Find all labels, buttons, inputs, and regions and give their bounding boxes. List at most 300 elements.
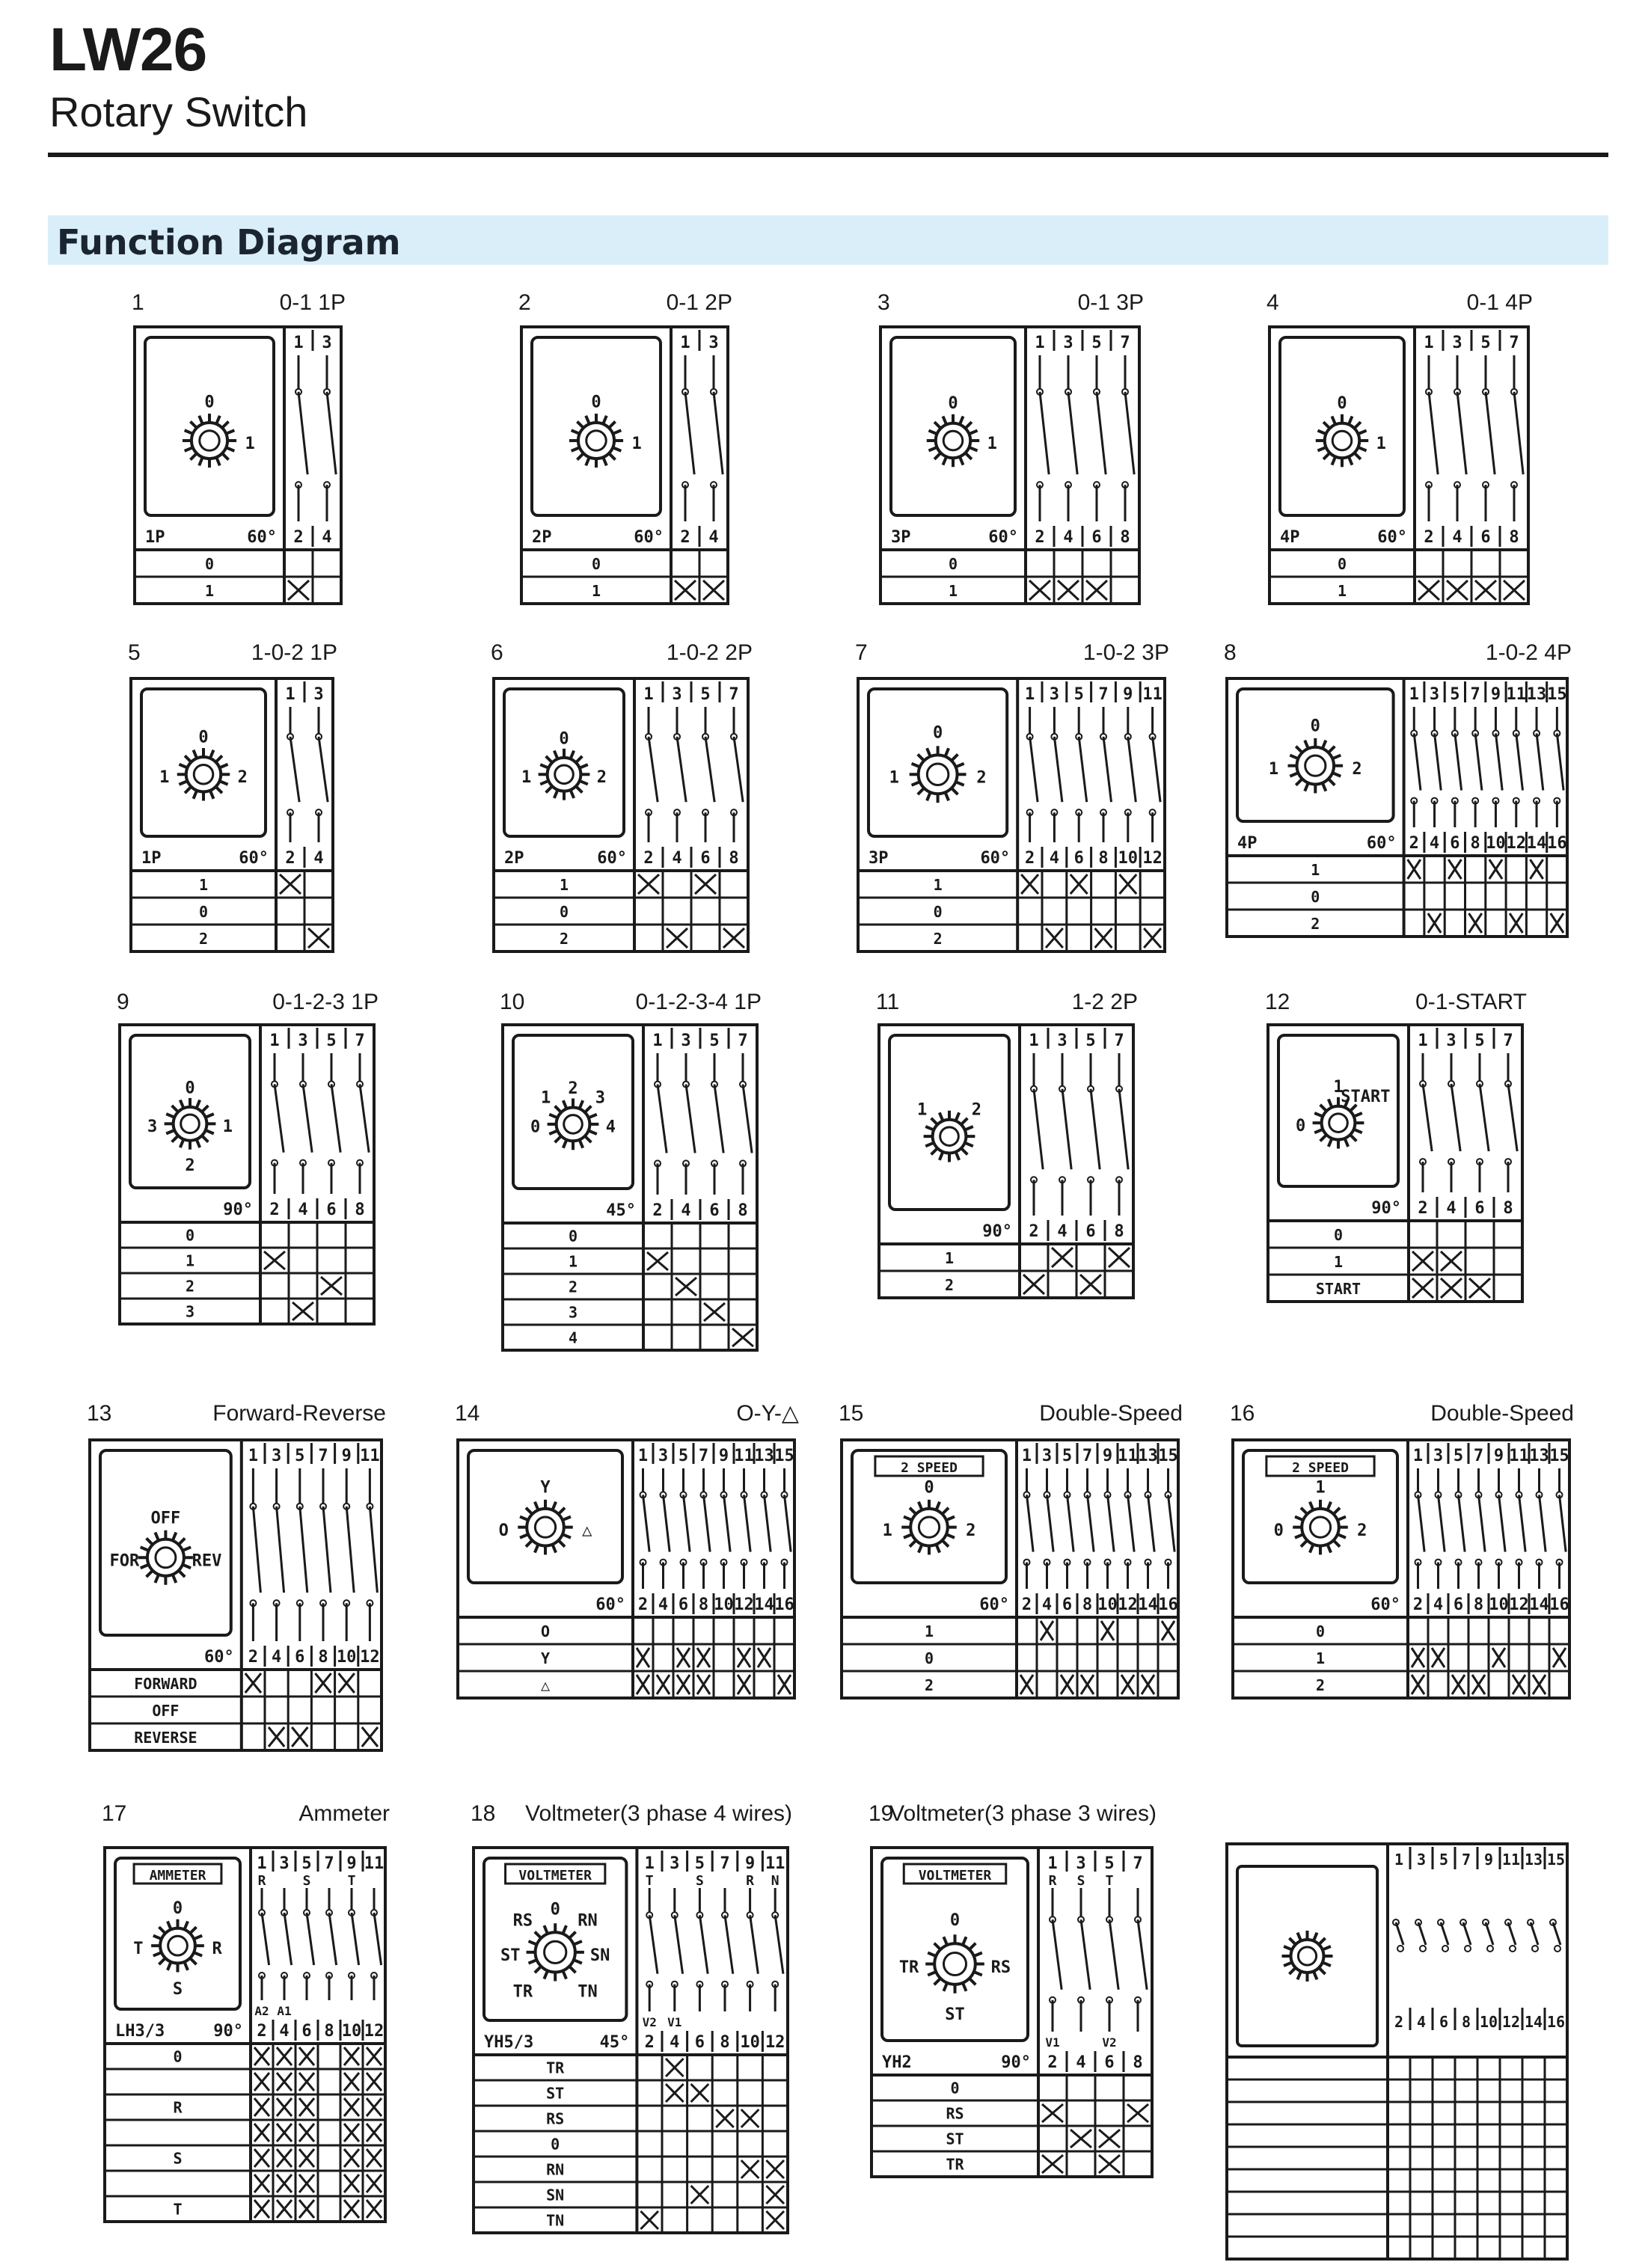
rotation-angle: 60° — [1366, 834, 1397, 853]
bottom-terminal: 16 — [1546, 2013, 1566, 2031]
top-terminal: 5 — [1062, 1447, 1073, 1465]
top-terminal: 5 — [1480, 334, 1491, 352]
dial-position-label: TR — [512, 1982, 533, 2002]
bottom-terminal: 6 — [295, 1648, 305, 1667]
model-code: 2P — [504, 849, 524, 868]
bottom-terminal: 2 — [1409, 834, 1419, 853]
bottom-phase-label: A2 — [254, 2004, 269, 2018]
top-terminal: 7 — [1509, 334, 1519, 352]
top-terminal: 7 — [729, 685, 739, 704]
switch-position-label: SN — [546, 2186, 565, 2204]
top-terminal: 11 — [1118, 1447, 1138, 1465]
top-terminal: 5 — [1450, 685, 1460, 704]
switch-position-label: 2 — [559, 929, 569, 948]
switch-position-label: 2 — [185, 1277, 195, 1296]
top-terminal: 7 — [1133, 1854, 1143, 1873]
dial-position-label: REV — [192, 1551, 222, 1571]
top-terminal: 1 — [293, 334, 304, 352]
top-terminal: 1 — [1035, 334, 1045, 352]
top-phase-label: S — [1076, 1873, 1085, 1889]
diagram-title: Ammeter — [298, 1801, 390, 1826]
switch-position-label: 1 — [1337, 581, 1347, 600]
switch-position-label: ST — [546, 2084, 565, 2103]
dial-position-label: 0 — [1310, 717, 1320, 736]
top-terminal: 15 — [1547, 685, 1567, 704]
switch-position-label: 0 — [948, 554, 958, 573]
diagram-title: 0-1-START — [1415, 990, 1527, 1014]
bottom-terminal: 4 — [1041, 1596, 1053, 1614]
rotation-angle: 90° — [1001, 2053, 1031, 2072]
bottom-terminal: 16 — [1547, 834, 1567, 853]
dial-position-label: 0 — [1337, 394, 1347, 414]
switch-position-label: TR — [546, 2059, 565, 2077]
rotation-angle: 90° — [223, 1201, 253, 1219]
top-terminal: 11 — [360, 1447, 380, 1465]
bottom-terminal: 6 — [700, 849, 711, 868]
diagram-number: 13 — [87, 1401, 112, 1426]
bottom-terminal: 4 — [672, 849, 682, 868]
diagram-number: 9 — [117, 990, 129, 1014]
bottom-terminal: 10 — [1097, 1596, 1118, 1614]
panel-frame — [879, 1025, 1133, 1298]
rotation-angle: 60° — [597, 849, 627, 868]
top-terminal: 3 — [1429, 685, 1440, 704]
top-terminal: 11 — [364, 1854, 385, 1873]
top-terminal: 5 — [700, 685, 711, 704]
top-terminal: 7 — [1470, 685, 1480, 704]
switch-position-label: 0 — [591, 554, 601, 573]
top-terminal: 3 — [298, 1032, 308, 1050]
bottom-terminal: 4 — [658, 1596, 669, 1614]
dial-position-label: 1 — [521, 768, 532, 788]
bottom-terminal: 12 — [734, 1596, 754, 1614]
dial-position-label: 0 — [1295, 1116, 1306, 1135]
switch-position-label: 1 — [185, 1251, 195, 1270]
bottom-terminal: 8 — [324, 2022, 334, 2041]
top-terminal: 3 — [670, 1854, 680, 1873]
bottom-terminal: 2 — [293, 528, 304, 547]
dial-position-label: 0 — [172, 1899, 183, 1919]
dial-position-label: 0 — [198, 728, 209, 747]
switch-position-label: 0 — [173, 2047, 183, 2066]
top-terminal: 3 — [313, 685, 324, 704]
bottom-terminal: 8 — [729, 849, 739, 868]
top-terminal: 5 — [1104, 1854, 1115, 1873]
meter-tag: 2 SPEED — [1292, 1460, 1349, 1476]
bottom-terminal: 10 — [740, 2033, 760, 2052]
top-phase-label: S — [302, 1873, 311, 1889]
switch-position-label: RS — [946, 2104, 964, 2123]
rotation-angle: 45° — [606, 1201, 636, 1220]
section-title: Function Diagram — [57, 222, 401, 263]
top-terminal: 7 — [1473, 1447, 1484, 1465]
bottom-terminal: 8 — [1503, 1199, 1513, 1218]
dial-position-label: 1 — [1268, 759, 1279, 779]
model-code: 2P — [532, 528, 552, 547]
diagram-title: 1-0-2 4P — [1485, 640, 1572, 665]
diagram-number: 8 — [1224, 640, 1237, 665]
panel-frame — [1268, 1025, 1522, 1302]
bottom-terminal: 14 — [1529, 1596, 1549, 1614]
top-terminal: 5 — [1073, 685, 1084, 704]
bottom-terminal: 14 — [754, 1596, 774, 1614]
switch-position-label: START — [1315, 1279, 1361, 1298]
panel-frame — [858, 678, 1165, 951]
dial-position-label: 1 — [987, 434, 997, 453]
function-panel-9 — [117, 1022, 377, 1327]
switch-position-label: 1 — [933, 875, 943, 894]
top-terminal: 13 — [1529, 1447, 1549, 1465]
switch-position-label: 0 — [559, 902, 569, 921]
diagram-number: 7 — [855, 640, 868, 665]
function-panel-6 — [491, 675, 751, 954]
dial-position-label: 0 — [550, 1900, 560, 1919]
panel-frame — [1227, 1844, 1567, 2259]
top-phase-label: T — [347, 1873, 356, 1889]
top-terminal: 7 — [698, 1447, 709, 1465]
bottom-terminal: 2 — [680, 528, 690, 547]
switch-position-label: Y — [540, 1649, 551, 1667]
top-terminal: 7 — [355, 1032, 365, 1050]
dial-position-label: 2 — [1352, 759, 1362, 779]
dial-position-label: 1 — [882, 1521, 892, 1540]
switch-position-label: RN — [546, 2160, 565, 2179]
rotation-angle: 60° — [988, 528, 1018, 547]
bottom-phase-label: V1 — [667, 2015, 682, 2029]
bottom-terminal: 10 — [336, 1648, 357, 1667]
top-terminal: 5 — [326, 1032, 337, 1050]
model-code: LH3/3 — [115, 2022, 165, 2041]
dial-position-label: RS — [512, 1911, 533, 1931]
bottom-terminal: 8 — [355, 1201, 365, 1219]
top-terminal: 5 — [678, 1447, 689, 1465]
bottom-terminal: 2 — [1394, 2013, 1404, 2031]
dial-position-label: Y — [540, 1478, 551, 1498]
dial-position-label: 0 — [185, 1079, 195, 1098]
bottom-terminal: 8 — [318, 1648, 328, 1667]
top-phase-label: N — [771, 1873, 779, 1889]
contact-node-icon — [1442, 1946, 1448, 1952]
dial-position-label: △ — [582, 1521, 592, 1540]
top-phase-label: S — [695, 1873, 704, 1889]
diagram-number: 12 — [1265, 990, 1290, 1014]
dial-position-label: 1 — [540, 1088, 551, 1108]
bottom-terminal: 4 — [271, 1648, 282, 1667]
bottom-terminal: 2 — [285, 849, 295, 868]
dial-position-label: 0 — [204, 393, 215, 412]
bottom-terminal: 8 — [1082, 1596, 1093, 1614]
top-terminal: 3 — [672, 685, 682, 704]
rotation-angle: 60° — [595, 1596, 625, 1614]
dial-position-label: RS — [990, 1958, 1011, 1977]
bottom-terminal: 4 — [1076, 2053, 1086, 2072]
top-terminal: 5 — [1439, 1851, 1449, 1869]
bottom-terminal: 8 — [1114, 1222, 1124, 1241]
bottom-terminal: 12 — [364, 2022, 385, 2041]
top-terminal: 1 — [680, 334, 690, 352]
switch-position-label: REVERSE — [134, 1728, 197, 1747]
dial-position-label: TN — [578, 1982, 598, 2002]
rotation-angle: 60° — [247, 528, 277, 547]
top-phase-label: R — [746, 1873, 755, 1889]
diagram-title: 1-0-2 3P — [1082, 640, 1169, 665]
panel-frame — [494, 678, 748, 951]
dial-position-label: ST — [500, 1946, 521, 1966]
dial-position-label: 1 — [222, 1118, 233, 1137]
top-terminal: 15 — [1158, 1447, 1178, 1465]
top-terminal: 1 — [643, 685, 654, 704]
top-terminal: 13 — [754, 1447, 774, 1465]
top-terminal: 9 — [718, 1447, 729, 1465]
bottom-terminal: 10 — [1486, 834, 1506, 853]
bottom-terminal: 4 — [279, 2022, 290, 2041]
bottom-terminal: 4 — [1416, 2013, 1427, 2031]
diagram-title: 1-0-2 2P — [666, 640, 753, 665]
diagram-number: 14 — [455, 1401, 480, 1426]
bottom-terminal: 6 — [326, 1201, 337, 1219]
diagram-number: 18 — [471, 1801, 496, 1826]
top-terminal: 13 — [1138, 1447, 1158, 1465]
dial-position-label: 0 — [559, 729, 569, 749]
function-panel-4 — [1266, 324, 1531, 607]
panel-frame — [1269, 327, 1528, 604]
switch-position-label: 1 — [568, 1252, 578, 1271]
top-terminal: 1 — [1409, 685, 1419, 704]
model-code: YH2 — [882, 2053, 912, 2072]
top-terminal: 3 — [681, 1032, 691, 1050]
switch-position-label: T — [173, 2200, 183, 2219]
top-terminal: 3 — [1076, 1854, 1086, 1873]
top-phase-label: R — [1048, 1873, 1057, 1889]
top-terminal: 9 — [1123, 685, 1133, 704]
top-terminal: 3 — [658, 1447, 669, 1465]
switch-position-label: 0 — [950, 2079, 960, 2097]
bottom-terminal: 2 — [1035, 528, 1045, 547]
top-terminal: 7 — [738, 1032, 748, 1050]
top-terminal: 13 — [1524, 1851, 1543, 1869]
bottom-terminal: 16 — [1158, 1596, 1178, 1614]
model-code: 3P — [869, 849, 889, 868]
bottom-terminal: 14 — [1526, 834, 1547, 853]
top-terminal: 3 — [271, 1447, 282, 1465]
top-terminal: 1 — [1424, 334, 1434, 352]
dial-position-label: SN — [589, 1946, 610, 1966]
dial-position-label: 2 — [976, 768, 987, 788]
function-panel-11 — [876, 1022, 1136, 1301]
bottom-terminal: 8 — [698, 1596, 709, 1614]
model-code: 4P — [1280, 528, 1300, 547]
panel-frame — [135, 327, 341, 604]
bottom-terminal: 6 — [1439, 2013, 1449, 2031]
switch-position-label: 1 — [948, 581, 958, 600]
bottom-terminal: 6 — [301, 2022, 312, 2041]
switch-position-label: 0 — [198, 902, 209, 921]
contact-node-icon — [1487, 1946, 1493, 1952]
dial-position-label: 1 — [159, 768, 170, 788]
top-terminal: 1 — [1418, 1032, 1428, 1050]
bottom-terminal: 6 — [1073, 849, 1084, 868]
bottom-terminal: 6 — [1480, 528, 1491, 547]
switch-position-label: FORWARD — [134, 1674, 197, 1693]
bottom-terminal: 4 — [1433, 1596, 1444, 1614]
model-code: 1P — [141, 849, 162, 868]
top-terminal: 9 — [1493, 1447, 1504, 1465]
top-terminal: 3 — [1416, 1851, 1427, 1869]
dial-position-label: ST — [945, 2005, 965, 2025]
bottom-terminal: 12 — [765, 2033, 785, 2052]
top-terminal: 7 — [1120, 334, 1130, 352]
bottom-terminal: 4 — [1429, 834, 1440, 853]
top-terminal: 3 — [322, 334, 332, 352]
diagram-title: Voltmeter(3 phase 3 wires) — [889, 1801, 1157, 1826]
bottom-terminal: 6 — [1062, 1596, 1073, 1614]
switch-position-label: OFF — [152, 1701, 180, 1720]
diagram-number: 1 — [132, 290, 144, 315]
bottom-phase-label: A1 — [277, 2004, 292, 2018]
bottom-terminal: 12 — [360, 1648, 380, 1667]
switch-position-label: 0 — [1337, 554, 1347, 573]
bottom-terminal: 10 — [1118, 849, 1139, 868]
bottom-terminal: 12 — [1501, 2013, 1521, 2031]
function-panel-16 — [1230, 1437, 1572, 1701]
function-panel-15 — [839, 1437, 1181, 1701]
top-terminal: 13 — [1526, 685, 1547, 704]
function-panel-14 — [455, 1437, 797, 1701]
meter-tag: VOLTMETER — [518, 1868, 592, 1884]
bottom-terminal: 6 — [694, 2033, 705, 2052]
top-terminal: 1 — [1412, 1447, 1424, 1465]
switch-position-label: 0 — [185, 1226, 195, 1245]
bottom-terminal: 8 — [1509, 528, 1519, 547]
dial-position-label: 0 — [924, 1478, 934, 1498]
model-title: LW26 — [49, 16, 207, 84]
dial-position-label: S — [172, 1980, 183, 1999]
bottom-terminal: 6 — [1474, 1199, 1485, 1218]
bottom-terminal: 12 — [1142, 849, 1163, 868]
switch-position-label: 0 — [924, 1649, 934, 1667]
top-terminal: 7 — [318, 1447, 328, 1465]
bottom-terminal: 2 — [1021, 1596, 1032, 1614]
bottom-terminal: 6 — [1453, 1596, 1464, 1614]
rotation-angle: 90° — [213, 2022, 243, 2041]
dial-position-label: 0 — [530, 1118, 541, 1137]
top-terminal: 1 — [285, 685, 295, 704]
switch-position-label: 0 — [204, 554, 215, 573]
bottom-phase-label: V2 — [1102, 2035, 1117, 2050]
top-terminal: 3 — [1452, 334, 1462, 352]
rotation-angle: 60° — [634, 528, 664, 547]
switch-position-label: RS — [546, 2109, 565, 2128]
dial-position-label: T — [133, 1940, 144, 1959]
diagram-title: Voltmeter(3 phase 4 wires) — [525, 1801, 792, 1826]
bottom-terminal: 10 — [714, 1596, 734, 1614]
top-terminal: 1 — [248, 1447, 259, 1465]
bottom-terminal: 4 — [670, 2033, 680, 2052]
bottom-terminal: 6 — [678, 1596, 689, 1614]
function-panel-7 — [855, 675, 1168, 954]
bottom-terminal: 4 — [708, 528, 719, 547]
bottom-terminal: 2 — [637, 1596, 649, 1614]
bottom-terminal: 2 — [1024, 849, 1035, 868]
diagram-number: 19 — [869, 1801, 894, 1826]
top-terminal: 7 — [1114, 1032, 1124, 1050]
function-panel-19 — [869, 1845, 1155, 2180]
dial-position-label: 4 — [605, 1118, 616, 1137]
rotation-angle: 60° — [239, 849, 269, 868]
dial-position-label: 2 — [971, 1100, 982, 1120]
switch-position-label: 0 — [551, 2135, 560, 2154]
bottom-terminal: 2 — [652, 1201, 663, 1220]
panel-frame — [131, 678, 333, 951]
diagram-title: 0-1 1P — [279, 290, 346, 315]
top-terminal: 5 — [1474, 1032, 1485, 1050]
top-terminal: 5 — [1453, 1447, 1464, 1465]
switch-position-label: 2 — [933, 929, 943, 948]
top-terminal: 11 — [1509, 1447, 1529, 1465]
diagram-title: 1-0-2 1P — [251, 640, 337, 665]
dial-position-label: O — [498, 1521, 509, 1540]
bottom-terminal: 2 — [248, 1648, 259, 1667]
top-terminal: 7 — [1098, 685, 1109, 704]
switch-position-label: 1 — [204, 581, 215, 600]
meter-tag: VOLTMETER — [918, 1868, 992, 1884]
dial-position-label: 3 — [147, 1118, 158, 1137]
function-panel-2 — [518, 324, 731, 607]
top-terminal: 11 — [1506, 685, 1526, 704]
top-terminal: 9 — [1490, 685, 1501, 704]
panel-frame — [120, 1025, 374, 1324]
top-terminal: 9 — [346, 1854, 357, 1873]
function-panel-13 — [87, 1437, 385, 1753]
top-terminal: 5 — [295, 1447, 305, 1465]
dial-position-label: 0 — [949, 1910, 961, 1930]
bottom-terminal: 8 — [1133, 2053, 1143, 2072]
top-terminal: 3 — [708, 334, 719, 352]
function-panel-3 — [877, 324, 1142, 607]
contact-node-icon — [1465, 1946, 1471, 1952]
top-terminal: 3 — [1446, 1032, 1457, 1050]
bottom-terminal: 12 — [1118, 1596, 1138, 1614]
switch-position-label: 0 — [568, 1227, 578, 1245]
bottom-phase-label: V1 — [1045, 2035, 1060, 2050]
contact-node-icon — [1532, 1946, 1538, 1952]
top-terminal: 15 — [774, 1447, 794, 1465]
bottom-terminal: 6 — [1085, 1222, 1096, 1241]
switch-position-label: △ — [540, 1676, 551, 1694]
bottom-terminal: 2 — [1424, 528, 1434, 547]
function-panel-18 — [471, 1845, 791, 2236]
diagram-title: O-Y-△ — [736, 1401, 799, 1426]
switch-position-label: 1 — [591, 581, 601, 600]
switch-position-label: 1 — [944, 1248, 955, 1267]
rotation-angle: 60° — [979, 1596, 1009, 1614]
top-terminal: 1 — [257, 1854, 267, 1873]
bottom-terminal: 14 — [1524, 2013, 1543, 2031]
switch-position-label: 1 — [924, 1622, 934, 1640]
top-terminal: 11 — [734, 1447, 754, 1465]
diagram-title: 0-1 4P — [1466, 290, 1533, 315]
rotation-angle: 60° — [1370, 1596, 1400, 1614]
switch-position-label: 4 — [568, 1328, 578, 1347]
top-terminal: 7 — [720, 1854, 730, 1873]
contact-node-icon — [1420, 1946, 1426, 1952]
switch-position-label: S — [173, 2149, 183, 2168]
bottom-terminal: 12 — [1506, 834, 1526, 853]
top-terminal: 9 — [744, 1854, 756, 1873]
bottom-terminal: 8 — [1098, 849, 1109, 868]
top-terminal: 9 — [1102, 1447, 1113, 1465]
diagram-number: 5 — [128, 640, 141, 665]
